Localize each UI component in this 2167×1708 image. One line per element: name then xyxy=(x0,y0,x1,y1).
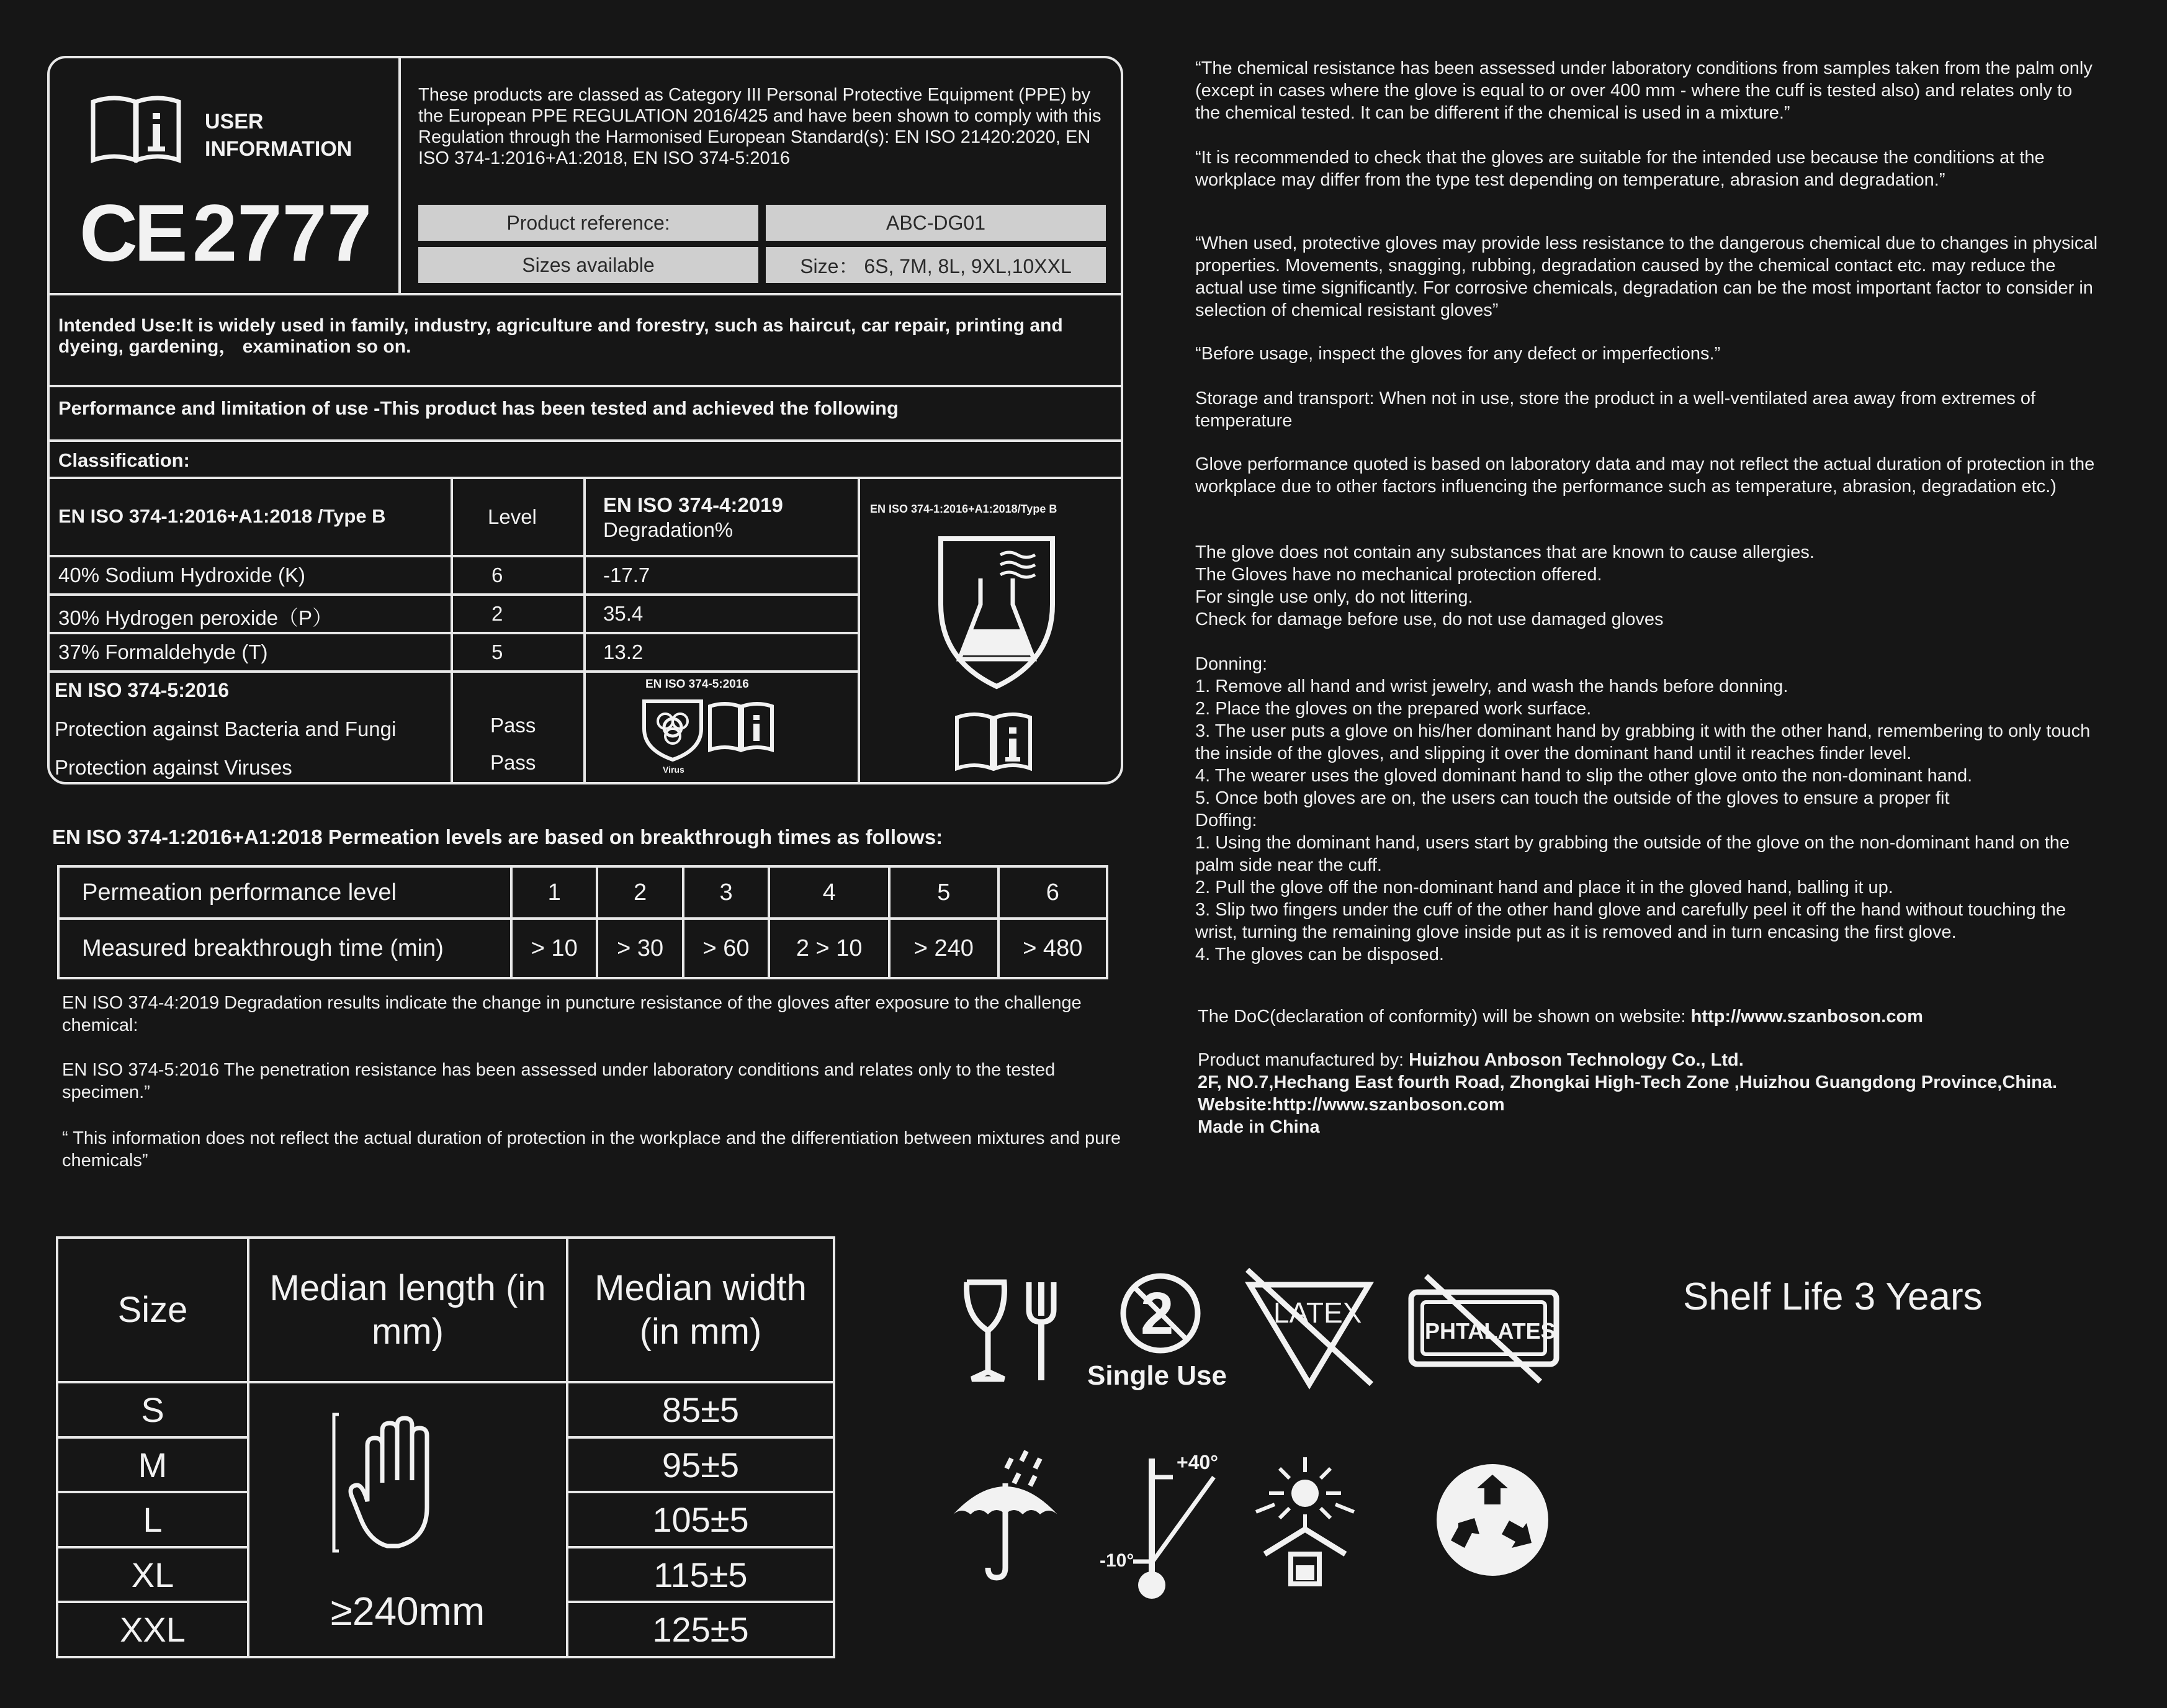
permeation-level: 1 xyxy=(511,866,597,919)
latex-label: LATEX xyxy=(1273,1297,1362,1329)
divider xyxy=(50,385,1121,387)
manufacturer-info: Product manufactured by: Huizhou Anboson Technology Co., Ltd. 2F, NO.7,Hechang East fourth Road, Zhongkai High-Tech Zone ,Huizhou Guangdong Province,China. Website:http://www.szanboson.com Made in China xyxy=(1198,1049,2091,1138)
resistance-change-note: “When used, protective gloves may provide less resistance to the dangerous chemical due to changes in physical properties. Movements, snagging, rubbing, degradation caused by the chemical contact etc. may reduce the actual use time significantly. For corrosive chemicals, degradation can be the most important factor to consider in selection of chemical resistant gloves” xyxy=(1195,233,2098,320)
en374-5-title: EN ISO 374-5:2016 xyxy=(55,679,230,701)
class-header-degradation: EN ISO 374-4:2019 Degradation% xyxy=(603,493,783,541)
size-value: XL xyxy=(57,1547,248,1602)
median-length-header: Median length (in mm) xyxy=(248,1238,567,1382)
phthalates-label: PHTALATES xyxy=(1425,1318,1556,1344)
temperature-limit-icon xyxy=(1108,1452,1220,1607)
user-information-panel xyxy=(47,56,1123,784)
notified-body-number: 2777 xyxy=(192,187,372,278)
keep-away-from-sunlight-icon xyxy=(1252,1455,1358,1591)
performance-statement: Performance and limitation of use -This product has been tested and achieved the following xyxy=(58,397,899,419)
breakthrough-time: > 10 xyxy=(511,919,597,978)
breakthrough-time: > 30 xyxy=(597,919,683,978)
median-width-value: 115±5 xyxy=(567,1547,834,1602)
breakthrough-time: 2 > 10 xyxy=(769,919,889,978)
chemical-level: 5 xyxy=(491,640,503,663)
bacteria-result: Pass xyxy=(490,714,536,737)
permeation-level: 5 xyxy=(889,866,998,919)
virus-label: Protection against Viruses xyxy=(55,756,292,779)
permeation-row-label: Permeation performance level xyxy=(58,866,511,919)
divider xyxy=(398,58,401,295)
keep-dry-icon xyxy=(949,1446,1061,1583)
divider xyxy=(50,293,1121,295)
permeation-table xyxy=(57,865,1108,979)
doc-website-link[interactable]: http://www.szanboson.com xyxy=(1690,1007,1923,1027)
class-header-level: Level xyxy=(488,505,537,528)
median-length-value: ≥240mm xyxy=(330,1589,485,1634)
ppe-statement: These products are classed as Category III Personal Protective Equipment (PPE) by the European PPE REGULATION 2016/425 and have been shown to comply with this Regulation through the Harmonised European Standard(s): EN ISO 21420:2020, EN ISO 374-1:2016+A1:2018, EN ISO 374-5:2016 xyxy=(418,85,1101,168)
recycle-icon xyxy=(1433,1461,1551,1579)
info-book-icon xyxy=(954,711,1033,773)
storage-note: Storage and transport: When not in use, store the product in a well-ventilated area away from extremes of temperature xyxy=(1195,389,2036,431)
chemical-name: 30% Hydrogen peroxide（P） xyxy=(58,606,333,629)
sizes-available-label: Sizes available xyxy=(418,247,758,283)
single-use-digit: 2 xyxy=(1141,1280,1174,1347)
permeation-level: 4 xyxy=(769,866,889,919)
permeation-level: 3 xyxy=(683,866,769,919)
biohazard-shield-icon xyxy=(640,696,705,762)
product-reference-value: ABC-DG01 xyxy=(766,205,1106,241)
breakthrough-time: > 60 xyxy=(683,919,769,978)
user-information-icon xyxy=(89,93,182,168)
size-value: L xyxy=(57,1492,248,1547)
duration-note: “ This information does not reflect the actual duration of protection in the workplace and the differentiation between mixtures and pure chemicals” xyxy=(62,1128,1121,1171)
chemical-resistance-note: “The chemical resistance has been assessed under laboratory conditions from samples taken from the palm only (except in cases where the glove is equal to or over 400 mm - where the cuff is tested also) and relates only to the chemical tested. It can be different if the chemical is used in a mixture.” xyxy=(1195,58,2093,123)
product-reference-label: Product reference: xyxy=(418,205,758,241)
median-width-value: 105±5 xyxy=(567,1492,834,1547)
chemical-degradation: 13.2 xyxy=(603,640,644,663)
median-length-cell xyxy=(248,1382,567,1657)
en374-5-pictogram-label: EN ISO 374-5:2016 xyxy=(645,678,749,691)
median-width-header: Median width (in mm) xyxy=(567,1238,834,1382)
classification-label: Classification: xyxy=(58,449,190,471)
divider xyxy=(451,477,453,782)
hand-icon xyxy=(330,1408,467,1557)
median-width-value: 125±5 xyxy=(567,1602,834,1657)
declaration-of-conformity: The DoC(declaration of conformity) will be shown on website: http://www.szanboson.com xyxy=(1198,1007,1923,1027)
user-info-label: USER INFORMATION xyxy=(205,110,352,161)
divider xyxy=(50,632,859,634)
suitability-note: “It is recommended to check that the gloves are suitable for the intended use because the conditions at the workplace may differ from the type test depending on temperature, abrasion and degradation.” xyxy=(1195,148,2045,190)
food-contact-icon xyxy=(961,1279,1066,1384)
size-value: XXL xyxy=(57,1602,248,1657)
chemical-degradation: -17.7 xyxy=(603,564,650,587)
chemical-level: 2 xyxy=(491,602,503,625)
penetration-note: EN ISO 374-5:2016 The penetration resistance has been assessed under laboratory conditions and relates only to the tested specimen.” xyxy=(62,1060,1056,1102)
bacteria-label: Protection against Bacteria and Fungi xyxy=(55,717,397,740)
divider xyxy=(50,555,859,557)
info-book-icon xyxy=(707,701,774,755)
chemical-name: 37% Formaldehyde (T) xyxy=(58,640,268,663)
median-width-value: 85±5 xyxy=(567,1382,834,1437)
single-use-label: Single Use xyxy=(1087,1360,1227,1391)
virus-result: Pass xyxy=(490,751,536,774)
size-value: S xyxy=(57,1382,248,1437)
manufacturer-website[interactable]: Website:http://www.szanboson.com xyxy=(1198,1095,1505,1115)
degradation-note: EN ISO 374-4:2019 Degradation results indicate the change in puncture resistance of the gloves after exposure to the challenge chemical: xyxy=(62,993,1082,1035)
ce-mark: CE xyxy=(79,187,184,278)
divider xyxy=(50,439,1121,442)
breakthrough-time: > 240 xyxy=(889,919,998,978)
temperature-min: -10° xyxy=(1100,1550,1134,1571)
class-header-standard: EN ISO 374-1:2016+A1:2018 /Type B xyxy=(58,505,386,527)
permeation-title: EN ISO 374-1:2016+A1:2018 Permeation levels are based on breakthrough times as follows: xyxy=(52,825,943,848)
divider xyxy=(50,670,859,673)
virus-pictogram-label: Virus xyxy=(663,765,684,775)
breakthrough-time: > 480 xyxy=(998,919,1107,978)
type-b-pictogram-label: EN ISO 374-1:2016+A1:2018/Type B xyxy=(870,503,1057,515)
performance-note: Glove performance quoted is based on laboratory data and may not reflect the actual duration of protection in the workplace due to other factors influencing the performance such as temperature, abrasion, degradation etc.) xyxy=(1195,454,2095,497)
median-width-value: 95±5 xyxy=(567,1437,834,1493)
divider xyxy=(858,477,860,782)
permeation-level: 6 xyxy=(998,866,1107,919)
temperature-max: +40° xyxy=(1177,1451,1219,1473)
sizes-available-value: Size： 6S, 7M, 8L, 9XL,10XXL xyxy=(766,247,1106,283)
permeation-level: 2 xyxy=(597,866,683,919)
size-table xyxy=(56,1236,835,1658)
divider xyxy=(583,477,586,782)
chemical-level: 6 xyxy=(491,564,503,587)
permeation-row-label: Measured breakthrough time (min) xyxy=(58,919,511,978)
intended-use: Intended Use:It is widely used in family, industry, agriculture and forestry, such as haircut, car repair, printing and dyeing, gardening， examination so on. xyxy=(58,315,1063,357)
inspection-note: “Before usage, inspect the gloves for any defect or imperfections.” xyxy=(1195,344,1721,364)
donning-doffing-instructions: Donning: 1. Remove all hand and wrist jewelry, and wash the hands before donning. 2. Place the gloves on the prepared work surface. 3. The user puts a glove on his/her dominant hand by grabbing it with the other hand, remembering to only touch the inside of the gloves, and slipping it over the dominant hand until it reaches finder level. 4. The wearer uses the gloved dominant hand to slip the other glove onto the non-dominant hand. 5. Once both gloves are on, the users can touch the outside of the gloves to ensure a proper fit Doffing: 1. Using the dominant hand, users start by grabbing the outside of the glove on the non-dominant hand on the palm side near the cuff. 2. Pull the glove off the non-dominant hand and place it in the gloved hand, balling it up. 3. Slip two fingers under the cuff of the other hand glove and carefully peel it off the hand without touching the wrist, turning the remaining glove inside put as it is removed and in turn encasing the first glove. 4. The gloves can be disposed. xyxy=(1195,654,2091,964)
chemical-hazard-shield-icon xyxy=(935,530,1059,691)
shelf-life: Shelf Life 3 Years xyxy=(1683,1275,1983,1318)
size-header: Size xyxy=(57,1238,248,1382)
chemical-degradation: 35.4 xyxy=(603,602,644,625)
allergy-block: The glove does not contain any substances that are known to cause allergies. The Gloves have no mechanical protection offered. For single use only, do not littering. Check for damage before use, do not use damaged gloves xyxy=(1195,542,1815,629)
size-value: M xyxy=(57,1437,248,1493)
divider xyxy=(50,593,859,596)
chemical-name: 40% Sodium Hydroxide (K) xyxy=(58,564,305,587)
